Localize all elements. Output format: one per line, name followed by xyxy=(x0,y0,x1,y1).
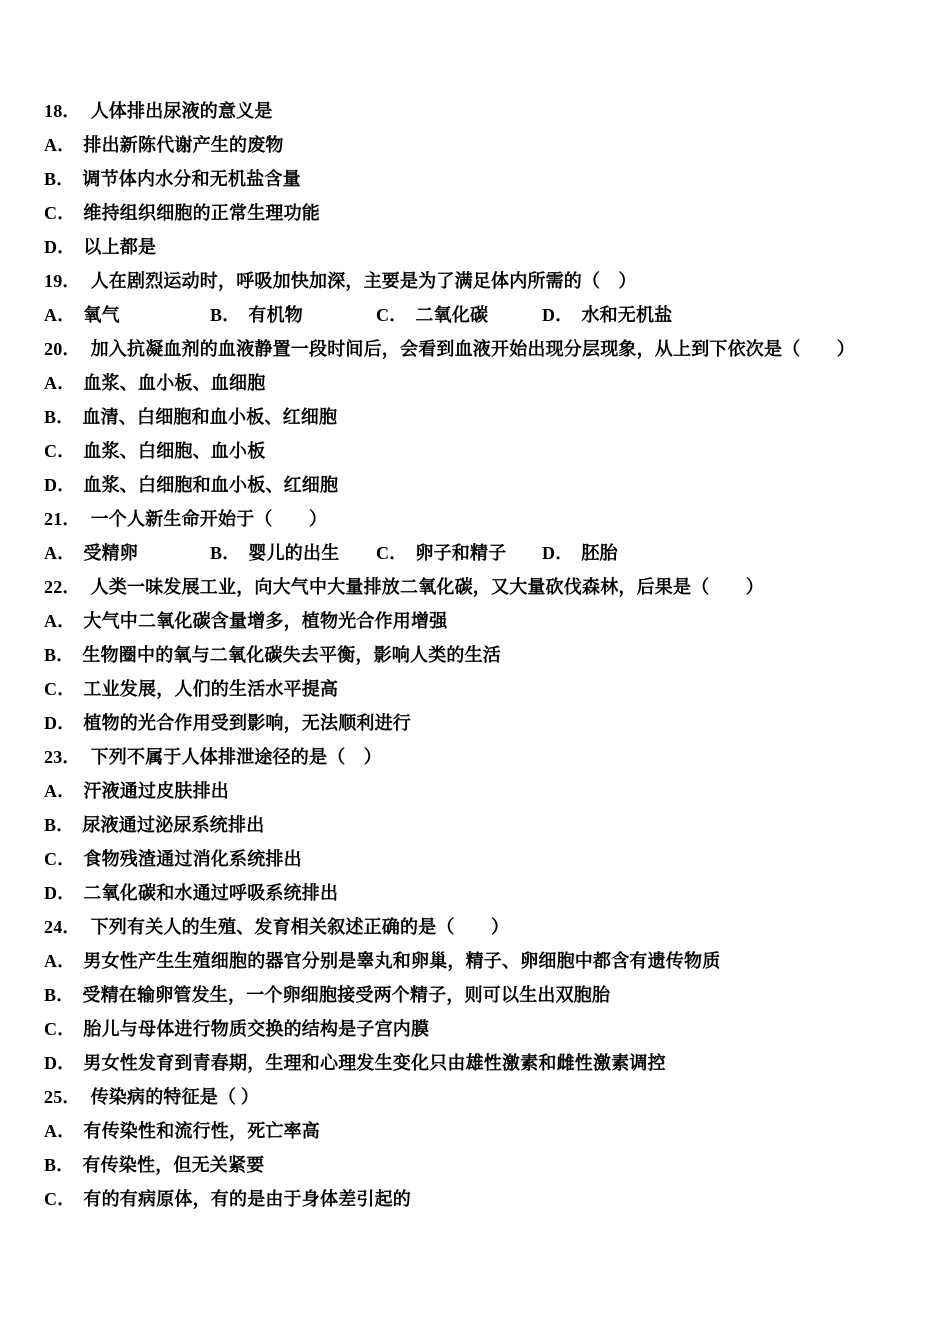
question-number: 19． xyxy=(44,271,81,291)
option-text: 植物的光合作用受到影响，无法顺利进行 xyxy=(83,713,412,733)
option-label: A． xyxy=(44,781,76,801)
option-line xyxy=(44,842,920,876)
option-text: 排出新陈代谢产生的废物 xyxy=(83,135,284,155)
option-text: 受精在输卵管发生，一个卵细胞接受两个精子，则可以生出双胞胎 xyxy=(82,985,611,1005)
question-stem xyxy=(44,332,920,366)
option-label: C． xyxy=(44,679,76,699)
option-text: 血浆、白细胞、血小板 xyxy=(83,441,266,461)
option-text: 二氧化碳和水通过呼吸系统排出 xyxy=(83,883,339,903)
option-line xyxy=(44,230,920,264)
option-text: 受精卵 xyxy=(83,543,139,563)
option-text: 生物圈中的氧与二氧化碳失去平衡，影响人类的生活 xyxy=(82,645,502,665)
option-label: A． xyxy=(44,543,76,563)
question-stem-text: 人在剧烈运动时，呼吸加快加深，主要是为了满足体内所需的（ ） xyxy=(90,271,637,291)
option-line xyxy=(44,808,920,842)
option-text: 二氧化碳 xyxy=(415,305,489,325)
option-text: 有传染性，但无关紧要 xyxy=(82,1155,265,1175)
option-text: 水和无机盐 xyxy=(581,305,673,325)
option-label: D． xyxy=(44,713,76,733)
option-text: 汗液通过皮肤排出 xyxy=(83,781,230,801)
option-label: A． xyxy=(44,1121,76,1141)
option-line-inline xyxy=(44,536,920,570)
inline-option xyxy=(210,536,376,570)
option-label: B． xyxy=(44,815,75,835)
option-line xyxy=(44,604,920,638)
option-label: C． xyxy=(376,543,408,563)
inline-option xyxy=(376,536,542,570)
option-text: 血清、白细胞和血小板、红细胞 xyxy=(82,407,338,427)
option-label: A． xyxy=(44,373,76,393)
question-stem xyxy=(44,740,920,774)
option-text: 卵子和精子 xyxy=(415,543,507,563)
option-label: C． xyxy=(44,1019,76,1039)
option-label: D． xyxy=(542,543,574,563)
question-stem-text: 下列不属于人体排泄途径的是（ ） xyxy=(90,747,382,767)
question-stem xyxy=(44,910,920,944)
question-stem xyxy=(44,1080,920,1114)
option-text: 大气中二氧化碳含量增多，植物光合作用增强 xyxy=(83,611,448,631)
option-label: A． xyxy=(44,135,76,155)
option-text: 有机物 xyxy=(248,305,304,325)
option-text: 以上都是 xyxy=(83,237,157,257)
option-text: 胚胎 xyxy=(581,543,618,563)
question-stem-text: 传染病的特征是（ ） xyxy=(90,1087,260,1107)
option-line xyxy=(44,366,920,400)
question-number: 23． xyxy=(44,747,81,767)
option-text: 尿液通过泌尿系统排出 xyxy=(82,815,265,835)
exam-page xyxy=(44,94,920,1216)
option-line xyxy=(44,434,920,468)
inline-option xyxy=(44,536,210,570)
option-label: B． xyxy=(44,407,75,427)
inline-option xyxy=(542,536,618,570)
inline-option xyxy=(542,298,672,332)
option-label: B． xyxy=(44,985,75,1005)
option-label: B． xyxy=(44,169,75,189)
option-line xyxy=(44,672,920,706)
option-text: 调节体内水分和无机盐含量 xyxy=(82,169,301,189)
option-text: 维持组织细胞的正常生理功能 xyxy=(83,203,321,223)
option-text: 婴儿的出生 xyxy=(248,543,340,563)
question-block-22 xyxy=(44,570,920,740)
question-stem xyxy=(44,570,920,604)
question-number: 22． xyxy=(44,577,81,597)
option-line xyxy=(44,468,920,502)
option-line xyxy=(44,1182,920,1216)
option-text: 男女性产生生殖细胞的器官分别是睾丸和卵巢，精子、卵细胞中都含有遗传物质 xyxy=(83,951,721,971)
option-label: B． xyxy=(210,543,241,563)
option-label: D． xyxy=(44,1053,76,1073)
option-text: 工业发展，人们的生活水平提高 xyxy=(83,679,339,699)
option-line xyxy=(44,638,920,672)
option-line xyxy=(44,706,920,740)
option-label: D． xyxy=(542,305,574,325)
option-text: 胎儿与母体进行物质交换的结构是子宫内膜 xyxy=(83,1019,430,1039)
option-label: A． xyxy=(44,305,76,325)
option-line xyxy=(44,162,920,196)
option-label: A． xyxy=(44,611,76,631)
question-block-25 xyxy=(44,1080,920,1216)
question-block-21 xyxy=(44,502,920,570)
inline-option xyxy=(210,298,376,332)
option-line xyxy=(44,128,920,162)
question-block-20 xyxy=(44,332,920,502)
option-line xyxy=(44,944,920,978)
option-label: D． xyxy=(44,475,76,495)
option-label: B． xyxy=(210,305,241,325)
option-label: C． xyxy=(44,441,76,461)
option-line xyxy=(44,1012,920,1046)
option-line xyxy=(44,400,920,434)
question-stem-text: 一个人新生命开始于（ ） xyxy=(90,509,328,529)
option-text: 有的有病原体，有的是由于身体差引起的 xyxy=(83,1189,412,1209)
option-line xyxy=(44,774,920,808)
option-text: 食物残渣通过消化系统排出 xyxy=(83,849,302,869)
option-label: D． xyxy=(44,237,76,257)
question-stem xyxy=(44,502,920,536)
option-label: D． xyxy=(44,883,76,903)
question-stem-text: 下列有关人的生殖、发育相关叙述正确的是（ ） xyxy=(90,917,510,937)
question-stem xyxy=(44,94,920,128)
question-block-24 xyxy=(44,910,920,1080)
question-number: 20． xyxy=(44,339,81,359)
option-text: 氧气 xyxy=(83,305,120,325)
option-text: 血浆、血小板、血细胞 xyxy=(83,373,266,393)
option-line xyxy=(44,196,920,230)
question-number: 25． xyxy=(44,1087,81,1107)
question-number: 24． xyxy=(44,917,81,937)
option-label: A． xyxy=(44,951,76,971)
question-stem-text: 人体排出尿液的意义是 xyxy=(90,101,273,121)
option-text: 男女性发育到青春期，生理和心理发生变化只由雄性激素和雌性激素调控 xyxy=(83,1053,666,1073)
question-block-19 xyxy=(44,264,920,332)
inline-option xyxy=(376,298,542,332)
option-line xyxy=(44,978,920,1012)
option-text: 血浆、白细胞和血小板、红细胞 xyxy=(83,475,339,495)
option-text: 有传染性和流行性，死亡率高 xyxy=(83,1121,321,1141)
option-label: B． xyxy=(44,1155,75,1175)
option-label: C． xyxy=(376,305,408,325)
option-label: C． xyxy=(44,849,76,869)
option-label: C． xyxy=(44,1189,76,1209)
question-number: 21． xyxy=(44,509,81,529)
option-line xyxy=(44,876,920,910)
option-line xyxy=(44,1114,920,1148)
option-label: B． xyxy=(44,645,75,665)
question-block-23 xyxy=(44,740,920,910)
option-label: C． xyxy=(44,203,76,223)
inline-option xyxy=(44,298,210,332)
question-stem xyxy=(44,264,920,298)
option-line-inline xyxy=(44,298,920,332)
question-stem-text: 人类一味发展工业，向大气中大量排放二氧化碳，又大量砍伐森林，后果是（ ） xyxy=(90,577,765,597)
question-number: 18． xyxy=(44,101,81,121)
option-line xyxy=(44,1148,920,1182)
option-line xyxy=(44,1046,920,1080)
question-block-18 xyxy=(44,94,920,264)
question-stem-text: 加入抗凝血剂的血液静置一段时间后，会看到血液开始出现分层现象，从上到下依次是（ ） xyxy=(90,339,856,359)
